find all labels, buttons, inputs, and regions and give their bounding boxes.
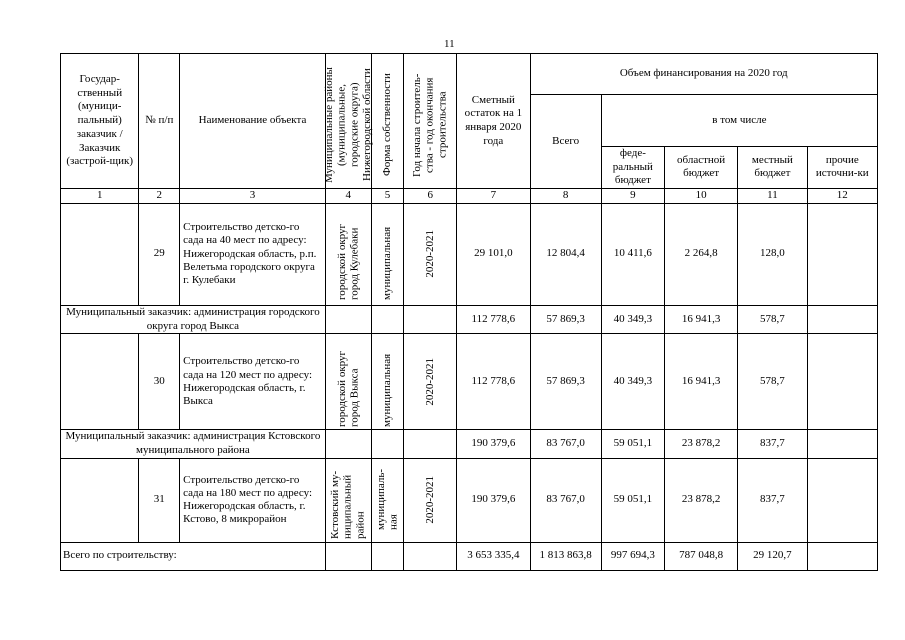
row-number: 29 [139, 203, 180, 305]
ownership-cell [371, 458, 404, 542]
other-value [807, 203, 877, 305]
header-ownership: Форма собственности [381, 73, 394, 177]
customer-label: Муниципальный заказчик: администрация городского округа город Выкса [61, 305, 326, 334]
empty-cell [325, 305, 371, 334]
empty-cell [371, 430, 404, 459]
regional-value: 23 878,2 [664, 458, 737, 542]
district-cell [325, 203, 371, 305]
column-number: 4 [325, 189, 371, 204]
header-customer: Государ-ственный (муници-пальный) заказчик / Заказчик (застрой-щик) [61, 54, 139, 189]
customer-cell [61, 334, 139, 430]
customer-label: Муниципальный заказчик: администрация Кстовского муниципального района [61, 430, 326, 459]
construction-years: 2020-2021 [423, 357, 436, 406]
federal-value: 40 349,3 [601, 334, 664, 430]
header-ownership-cell [371, 54, 404, 189]
ownership-type: муниципальная [381, 227, 394, 301]
estimate-value: 190 379,6 [457, 458, 530, 542]
customer-cell [61, 203, 139, 305]
estimate-value: 112 778,6 [457, 305, 530, 334]
header-district: Муниципальные районы (муниципальные, городские округа) Нижегородской области [322, 67, 373, 183]
object-name: Строительство детско-го сада на 120 мест по адресу: Нижегородская область, г. Выкса [180, 334, 326, 430]
header-including: в том числе [601, 95, 877, 147]
column-number: 12 [807, 189, 877, 204]
estimate-value: 29 101,0 [457, 203, 530, 305]
customer-row [61, 430, 878, 459]
other-value [807, 458, 877, 542]
header-total: Всего [530, 95, 601, 189]
other-value [807, 334, 877, 430]
grand-total-label: Всего по строительству: [61, 542, 326, 570]
district-cell [325, 334, 371, 430]
federal-value: 40 349,3 [601, 305, 664, 334]
district-name: городской округ город Выкса [335, 350, 361, 427]
page-number: 11 [444, 38, 455, 50]
estimate-value: 112 778,6 [457, 334, 530, 430]
header-no: № п/п [139, 54, 180, 189]
ownership-type: муниципаль-ная [374, 469, 400, 531]
empty-cell [807, 305, 877, 334]
row-number: 30 [139, 334, 180, 430]
header-regional: областной бюджет [664, 146, 737, 188]
regional-value: 23 878,2 [664, 430, 737, 459]
federal-value: 59 051,1 [601, 430, 664, 459]
empty-cell [404, 305, 457, 334]
table-row [61, 334, 878, 430]
federal-value: 59 051,1 [601, 458, 664, 542]
district-name: Кстовский му-ниципальный район [329, 471, 367, 540]
regional-value: 787 048,8 [664, 542, 737, 570]
customer-row [61, 305, 878, 334]
empty-cell [371, 542, 404, 570]
total-value: 57 869,3 [530, 305, 601, 334]
ownership-cell [371, 203, 404, 305]
local-value: 578,7 [738, 305, 807, 334]
ownership-type: муниципальная [381, 353, 394, 427]
empty-cell [404, 542, 457, 570]
column-number: 6 [404, 189, 457, 204]
financing-table [60, 53, 878, 571]
construction-years: 2020-2021 [423, 230, 436, 279]
local-value: 578,7 [738, 334, 807, 430]
regional-value: 16 941,3 [664, 305, 737, 334]
object-name: Строительство детско-го сада на 180 мест по адресу: Нижегородская область, г. Кстово, 8 микрорайон [180, 458, 326, 542]
district-cell [325, 458, 371, 542]
years-cell [404, 203, 457, 305]
header-federal: феде-ральный бюджет [601, 146, 664, 188]
header-financing: Объем финансирования на 2020 год [530, 54, 877, 95]
years-cell [404, 334, 457, 430]
column-number: 2 [139, 189, 180, 204]
header-row-1 [61, 54, 878, 95]
empty-cell [371, 305, 404, 334]
district-name: городской округ город Кулебаки [335, 224, 361, 301]
table-row [61, 203, 878, 305]
empty-cell [404, 430, 457, 459]
column-number: 8 [530, 189, 601, 204]
years-cell [404, 458, 457, 542]
estimate-value: 190 379,6 [457, 430, 530, 459]
federal-value: 10 411,6 [601, 203, 664, 305]
column-number: 5 [371, 189, 404, 204]
row-number: 31 [139, 458, 180, 542]
local-value: 837,7 [738, 458, 807, 542]
empty-cell [807, 542, 877, 570]
column-number: 11 [738, 189, 807, 204]
column-number: 3 [180, 189, 326, 204]
column-number: 1 [61, 189, 139, 204]
construction-years: 2020-2021 [423, 476, 436, 525]
header-object: Наименование объекта [180, 54, 326, 189]
customer-cell [61, 458, 139, 542]
column-number-row [61, 189, 878, 204]
header-years-cell [404, 54, 457, 189]
total-value: 83 767,0 [530, 430, 601, 459]
header-years: Год начала строитель-ства - год окончания строительства [411, 73, 449, 177]
grand-total-row [61, 542, 878, 570]
local-value: 29 120,7 [738, 542, 807, 570]
total-value: 12 804,4 [530, 203, 601, 305]
ownership-cell [371, 334, 404, 430]
total-value: 1 813 863,8 [530, 542, 601, 570]
column-number: 7 [457, 189, 530, 204]
local-value: 128,0 [738, 203, 807, 305]
header-other: прочие источни-ки [807, 146, 877, 188]
federal-value: 997 694,3 [601, 542, 664, 570]
empty-cell [325, 430, 371, 459]
regional-value: 2 264,8 [664, 203, 737, 305]
regional-value: 16 941,3 [664, 334, 737, 430]
object-name: Строительство детско-го сада на 40 мест по адресу: Нижегородская область, р.п. Велетьма городского округа г. Кулебаки [180, 203, 326, 305]
estimate-value: 3 653 335,4 [457, 542, 530, 570]
header-estimate: Сметный остаток на 1 января 2020 года [457, 54, 530, 189]
local-value: 837,7 [738, 430, 807, 459]
total-value: 57 869,3 [530, 334, 601, 430]
table-row [61, 458, 878, 542]
header-local: местный бюджет [738, 146, 807, 188]
header-district-cell [322, 54, 373, 189]
empty-cell [325, 542, 371, 570]
total-value: 83 767,0 [530, 458, 601, 542]
column-number: 10 [664, 189, 737, 204]
column-number: 9 [601, 189, 664, 204]
empty-cell [807, 430, 877, 459]
